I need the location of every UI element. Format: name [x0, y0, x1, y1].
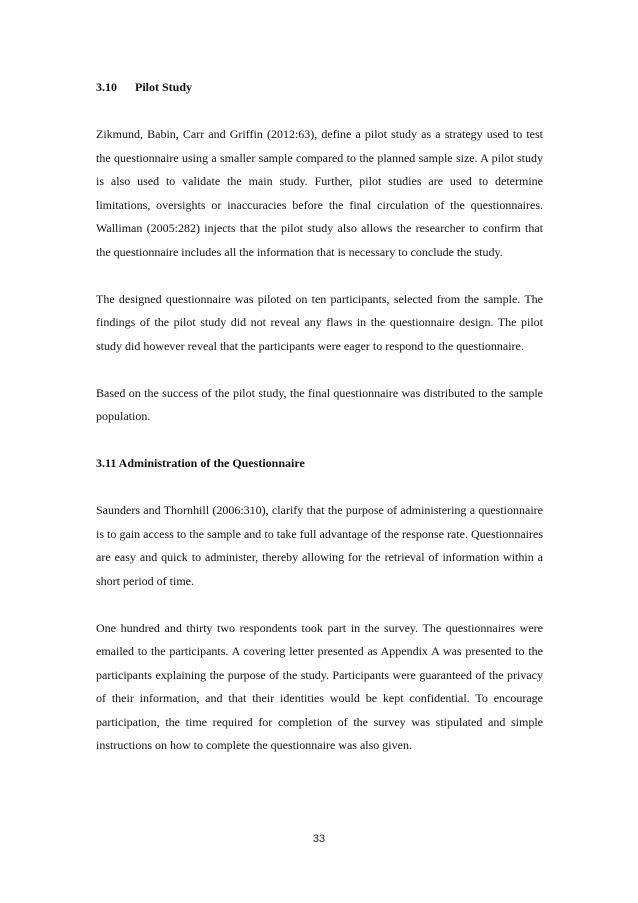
spacer [96, 264, 543, 288]
spacer [96, 358, 543, 382]
section-title: Pilot Study [135, 80, 193, 94]
section-heading-administration: 3.11 Administration of the Questionnaire [96, 456, 305, 470]
paragraph-administration-purpose: Saunders and Thornhill (2006:310), clarify that the purpose of administering a questionnaire is to gain access to the sample and to take full advantage of the response rate. Questionnaires are easy and quick to administer, thereby allowing for the retrieval of information within a short period of time. [96, 503, 543, 588]
spacer [96, 476, 543, 500]
section-number: 3.10 [96, 80, 117, 94]
page-number: 33 [312, 833, 326, 845]
spacer [96, 429, 543, 453]
paragraph-pilot-participants: The designed questionnaire was piloted on ten participants, selected from the sample. The findings of the pilot study did not reveal any flaws in the questionnaire design. The pilot study did however reveal that the participants were eager to respond to the questionnaire. [96, 291, 543, 353]
spacer [96, 100, 543, 124]
paragraph-survey-respondents: One hundred and thirty two respondents took part in the survey. The questionnaires were emailed to the participants. A covering letter presented as Appendix A was presented to the participants explaining the purpose of the study. Participants were guaranteed of the privacy of their information, and that their identities would be kept confidential. To encourage participation, the time required for completion of the survey was stipulated and simple instructions on how to complete the questionnaire was also given. [96, 620, 543, 752]
paragraph-pilot-definition: Zikmund, Babin, Carr and Griffin (2012:63), define a pilot study as a strategy used to test the questionnaire using a smaller sample compared to the planned sample size. A pilot study is also used to validate the main study. Further, pilot studies are used to determine limitations, oversights or inaccuracies before the final circulation of the questionnaires. Walliman (2005:282) injects that the pilot study also allows the researcher to confirm that the questionnaire includes all the information that is necessary to conclude the study. [96, 127, 543, 259]
page-content [96, 76, 543, 758]
paragraph-pilot-success: Based on the success of the pilot study, the final questionnaire was distributed to the sample population. [96, 385, 543, 423]
section-heading-pilot-study [96, 76, 543, 100]
spacer [96, 593, 543, 617]
